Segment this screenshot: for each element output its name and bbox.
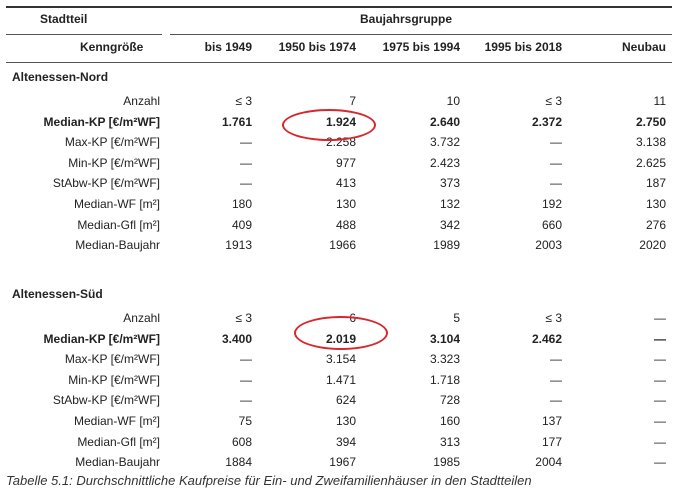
table-cell: — [654,455,666,470]
table-cell: — [240,176,252,191]
table-cell: 413 [335,176,356,191]
table-cell: 1985 [433,455,460,470]
table-cell: ≤ 3 [545,311,562,325]
table-cell: — [240,393,252,408]
col-header-3: 1975 bis 1994 [382,40,460,54]
table-cell: — [654,372,666,387]
col-header-2: 1950 bis 1974 [278,40,356,54]
header-divider-right [170,34,672,35]
header-divider-left [6,34,162,35]
header-stadtteil: Stadtteil [40,12,88,26]
col-header-1: bis 1949 [204,40,252,54]
table-cell: — [240,155,252,170]
table-cell: ≤ 3 [235,311,252,325]
table-cell: 373 [439,176,460,191]
table-cell: 130 [335,414,356,428]
table-cell: 1.718 [429,372,460,387]
table-cell: 192 [541,197,562,211]
table-cell: 130 [335,197,356,211]
table-cell: 130 [645,197,666,211]
table-cell: 728 [439,393,460,408]
table-cell: — [550,176,562,191]
table-cell: 3.154 [325,352,356,367]
table-cell: — [654,352,666,367]
table-row [6,452,672,472]
table-cell: 624 [335,393,356,408]
table-cell: 3.104 [429,331,460,346]
table-cell: 660 [541,217,562,232]
table-row [6,91,672,111]
table-cell: 2020 [639,238,666,253]
row-label: Median-WF [m²] [73,414,160,428]
row-label: Anzahl [123,94,160,108]
table-row [6,235,672,255]
col-header-4: 1995 bis 2018 [484,40,562,54]
table-cell: 6 [349,311,356,325]
table-row [6,390,672,410]
col-header-5: Neubau [621,40,666,54]
table-cell: 160 [439,414,460,428]
row-label: Median-WF [m²] [73,197,160,211]
table-cell: 977 [335,155,356,170]
table-cell: 3.732 [429,135,460,150]
table-row [6,173,672,193]
table-cell: 1967 [329,455,356,470]
row-label: Min-KP [€/m²WF] [68,372,160,387]
table-row [6,194,672,214]
table-cell: 3.138 [635,135,666,150]
table-row [6,411,672,431]
table-cell: 75 [238,414,252,428]
table-cell: ≤ 3 [235,94,252,108]
row-label: Median-KP [€/m²WF] [43,331,160,346]
table-cell: — [654,414,666,428]
table-cell: — [240,372,252,387]
table-cell: — [654,331,666,346]
table-cell: 608 [231,434,252,449]
table-cell: 7 [349,94,356,108]
row-label: Median-KP [€/m²WF] [43,114,160,129]
table-cell: — [550,372,562,387]
section-title: Altenessen-Süd [12,287,103,301]
table-row [6,349,672,369]
table-row [6,370,672,390]
table-header-rule [6,62,672,63]
row-label: Median-Gfl [m²] [77,434,160,449]
table-cell: 180 [231,197,252,211]
table-cell: 1.924 [325,114,356,129]
table-cell: 2.462 [531,331,562,346]
row-label: StAbw-KP [€/m²WF] [52,176,160,191]
table-top-rule [6,6,672,8]
table-cell: — [550,155,562,170]
table-cell: 2.258 [325,135,356,150]
row-label: Max-KP [€/m²WF] [64,135,160,150]
table-cell: 2.640 [429,114,460,129]
row-label: Median-Baujahr [75,238,160,253]
table-cell: — [240,352,252,367]
table-cell: — [550,393,562,408]
section-title: Altenessen-Nord [12,70,109,84]
header-kenngroesse: Kenngröße [80,40,144,54]
table-cell: 276 [645,217,666,232]
annotation-circle-nord [282,109,376,141]
table-cell: — [240,135,252,150]
table-cell: 2.750 [635,114,666,129]
table-row [6,153,672,173]
table-cell: 2004 [535,455,562,470]
table-cell: 342 [439,217,460,232]
row-label: Anzahl [123,311,160,325]
row-label: Max-KP [€/m²WF] [64,352,160,367]
table-cell: 132 [439,197,460,211]
table-cell: 1884 [225,455,252,470]
table-cell: 3.400 [221,331,252,346]
table-cell: — [654,434,666,449]
row-label: Median-Gfl [m²] [77,217,160,232]
table-cell: 2.372 [531,114,562,129]
table-cell: — [654,311,666,325]
table-caption: Tabelle 5.1: Durchschnittliche Kaufpreise für Ein- und Zweifamilienhäuser in den Stadtteilen [6,473,532,488]
annotation-circle-sued [294,316,388,350]
table-cell: 1.471 [325,372,356,387]
table-row [6,432,672,452]
table-cell: 2.423 [429,155,460,170]
table-cell: 313 [439,434,460,449]
table-cell: 1966 [329,238,356,253]
table-cell: 187 [645,176,666,191]
table-cell: 394 [335,434,356,449]
table-cell: 2003 [535,238,562,253]
table-cell: 1989 [433,238,460,253]
table-cell: 409 [231,217,252,232]
table-cell: — [550,135,562,150]
table-cell: 2.019 [325,331,356,346]
table-row [6,215,672,235]
row-label: StAbw-KP [€/m²WF] [52,393,160,408]
table-cell: 10 [446,94,460,108]
table-cell: 177 [541,434,562,449]
table-cell: 5 [453,311,460,325]
table-cell: 488 [335,217,356,232]
table-cell: 1913 [225,238,252,253]
table-cell: ≤ 3 [545,94,562,108]
table-cell: — [550,352,562,367]
table-cell: 2.625 [635,155,666,170]
row-label: Min-KP [€/m²WF] [68,155,160,170]
row-label: Median-Baujahr [75,455,160,470]
table-cell: 137 [541,414,562,428]
table-cell: 11 [653,94,666,108]
table-cell: 1.761 [221,114,252,129]
table-cell: — [654,393,666,408]
header-baujahrsgruppe: Baujahrsgruppe [360,12,453,26]
table-cell: 3.323 [429,352,460,367]
